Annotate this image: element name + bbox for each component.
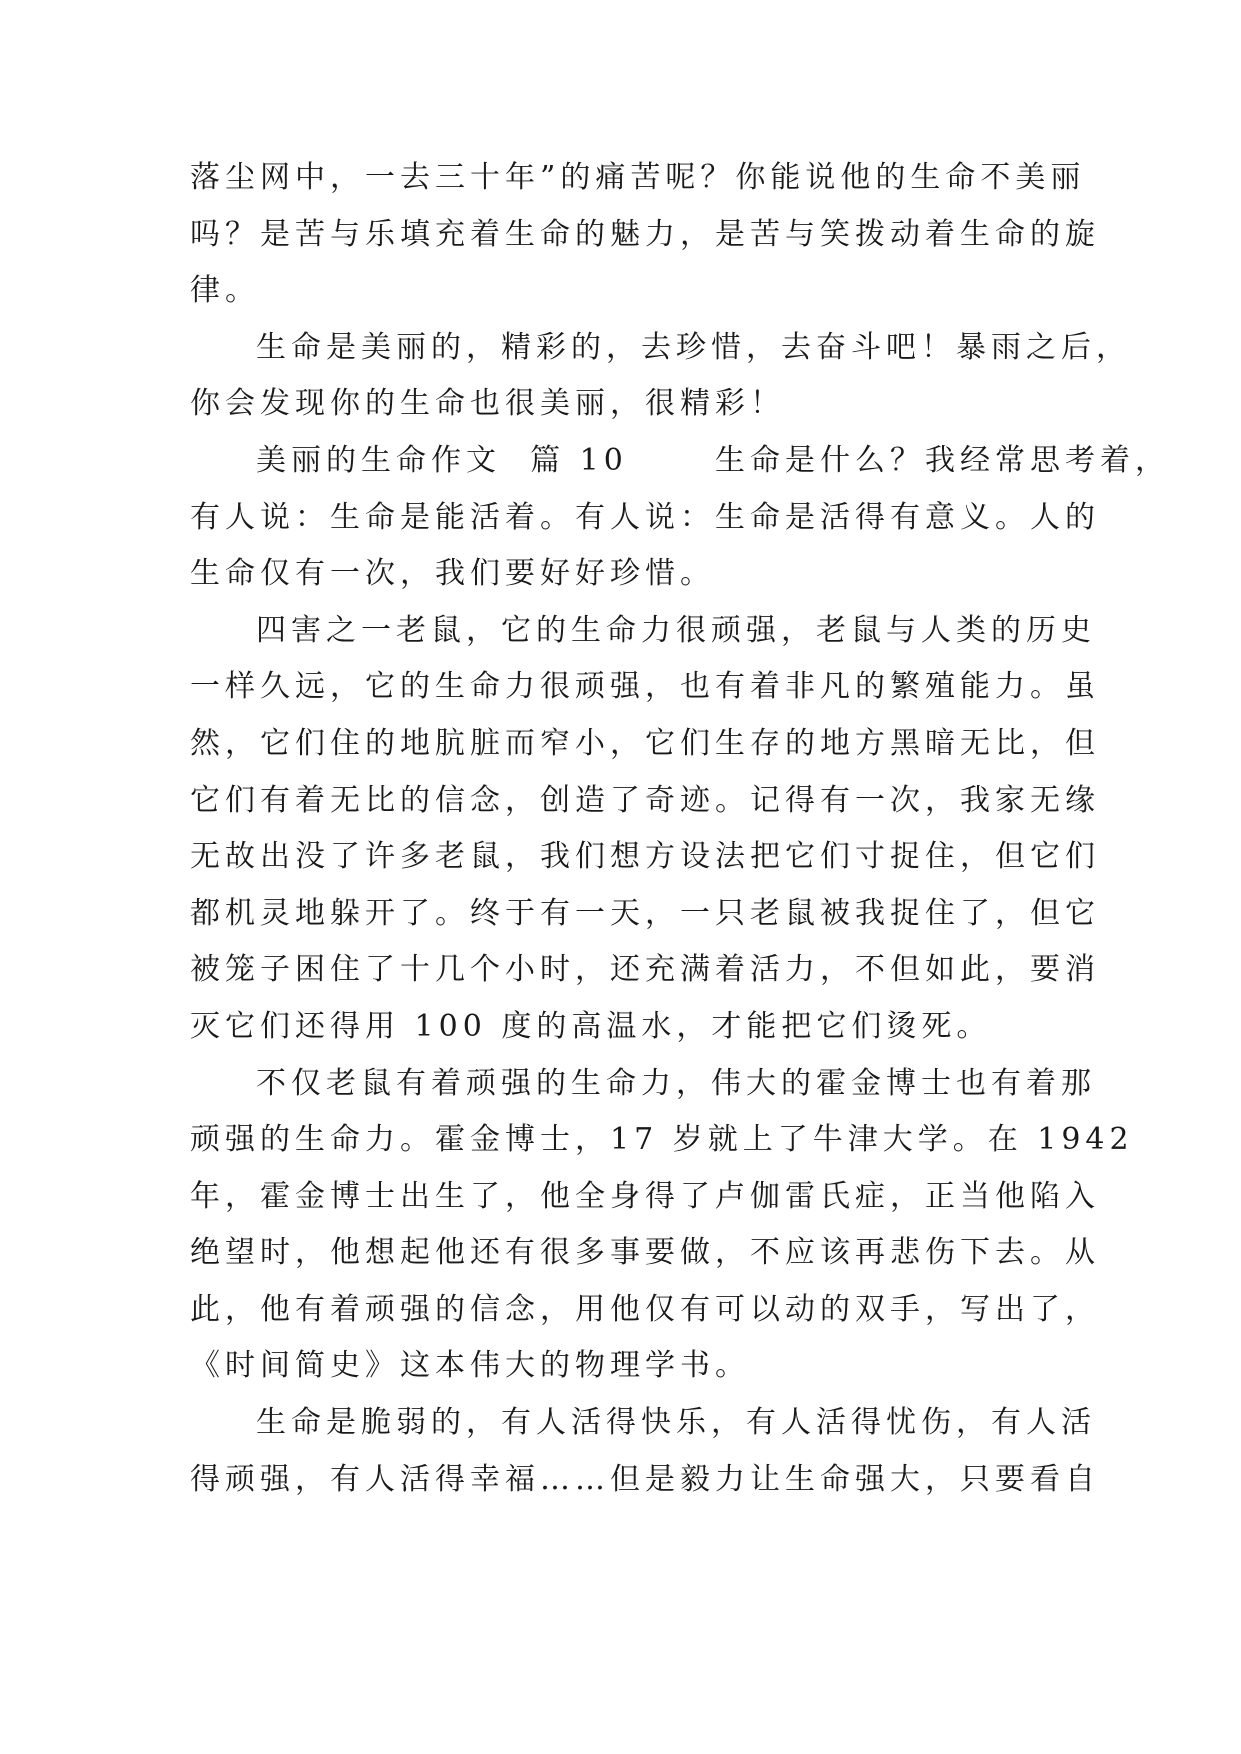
text-line: 生命仅有一次，我们要好好珍惜。 xyxy=(190,556,715,592)
paragraph-start-line: 生命是美丽的，精彩的，去珍惜，去奋斗吧！暴雨之后， xyxy=(256,329,1131,365)
text-line: 吗？是苦与乐填充着生命的魅力，是苦与笑拨动着生命的旋 xyxy=(190,216,1100,252)
text-line: 得顽强，有人活得幸福……但是毅力让生命强大，只要看自 xyxy=(190,1461,1100,1497)
text-line: 都机灵地躲开了。终于有一天，一只老鼠被我捉住了，但它 xyxy=(190,895,1100,931)
text-line: 顽强的生命力。霍金博士，17 岁就上了牛津大学。在 1942 xyxy=(190,1122,1134,1158)
text-line: 绝望时，他想起他还有很多事要做，不应该再悲伤下去。从 xyxy=(190,1235,1100,1271)
text-line: 落尘网中，一去三十年”的痛苦呢？你能说他的生命不美丽 xyxy=(190,160,1086,195)
text-line: 被笼子困住了十几个小时，还充满着活力，不但如此，要消 xyxy=(190,952,1100,988)
text-line: 律。 xyxy=(190,273,260,309)
text-line: 灭它们还得用 100 度的高温水，才能把它们烫死。 xyxy=(190,1008,992,1044)
text-line: 然，它们住的地肮脏而窄小，它们生存的地方黑暗无比，但 xyxy=(190,725,1100,761)
text-line: 它们有着无比的信念，创造了奇迹。记得有一次，我家无缘 xyxy=(190,782,1100,818)
text-line: 无故出没了许多老鼠，我们想方设法把它们寸捉住，但它们 xyxy=(190,839,1100,875)
paragraph-start-line: 生命是脆弱的，有人活得快乐，有人活得忧伤，有人活 xyxy=(256,1405,1096,1441)
text-line: 一样久远，它的生命力很顽强，也有着非凡的繁殖能力。虽 xyxy=(190,669,1100,705)
section-heading-line: 美丽的生命作文 篇 10 生命是什么？我经常思考着， xyxy=(256,442,1170,478)
text-line: 有人说：生命是能活着。有人说：生命是活得有意义。人的 xyxy=(190,499,1100,535)
paragraph-start-line: 不仅老鼠有着顽强的生命力，伟大的霍金博士也有着那 xyxy=(256,1065,1096,1101)
text-line: 你会发现你的生命也很美丽，很精彩！ xyxy=(190,386,785,422)
paragraph-start-line: 四害之一老鼠，它的生命力很顽强，老鼠与人类的历史 xyxy=(256,612,1096,648)
text-line: 《时间简史》这本伟大的物理学书。 xyxy=(190,1348,750,1384)
text-line: 此，他有着顽强的信念，用他仅有可以动的双手，写出了， xyxy=(190,1291,1100,1327)
essay-text xyxy=(190,150,1170,1508)
text-line: 年，霍金博士出生了，他全身得了卢伽雷氏症，正当他陷入 xyxy=(190,1178,1100,1214)
